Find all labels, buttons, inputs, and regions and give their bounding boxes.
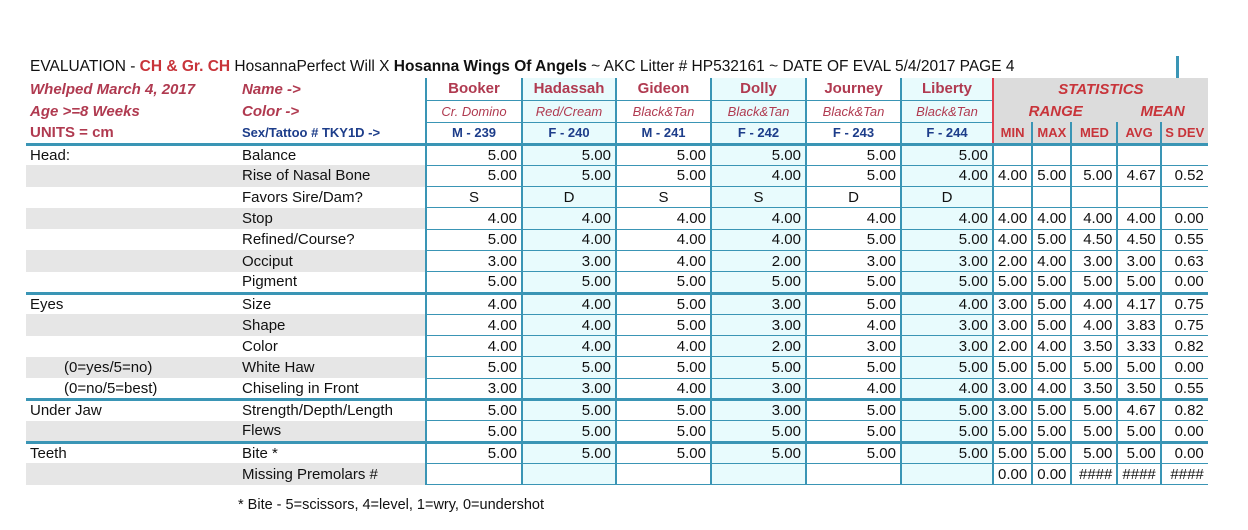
stat-cell: 3.83 [1117,314,1160,335]
criterion-label: Favors Sire/Dam? [242,188,363,206]
criterion-label: Color [242,337,278,355]
score-cell: D [806,187,901,208]
stat-cell: 4.67 [1117,400,1160,421]
score-cell: 4.00 [426,293,522,314]
stat-cell: 5.00 [1032,442,1071,463]
stat-cell [993,187,1032,208]
score-cell: 5.00 [711,421,806,442]
score-cell: 5.00 [426,272,522,293]
evaluation-row [26,400,1208,421]
score-cell: 4.00 [616,336,711,357]
score-cell: 3.00 [711,378,806,399]
stat-cell: 4.00 [993,165,1032,186]
evaluation-row [26,272,1208,293]
criterion-label: Chiseling in Front [242,379,359,397]
category-label [26,229,238,250]
evaluation-row [26,357,1208,378]
dam-name: Hosanna Wings Of Angels [393,58,587,75]
evaluation-table [26,78,1208,485]
stat-cell: 0.00 [1161,357,1208,378]
score-cell: 3.00 [711,400,806,421]
sex-row [26,122,1208,144]
score-cell: 5.00 [616,357,711,378]
score-cell: 4.00 [901,165,993,186]
stat-cell: 0.82 [1161,336,1208,357]
stat-cell: 3.00 [993,378,1032,399]
stat-cell: 3.00 [993,400,1032,421]
stat-cell: 5.00 [1117,272,1160,293]
puppy-color: Black&Tan [901,100,993,122]
score-cell: 3.00 [806,336,901,357]
category-label [26,272,238,293]
category-label [26,463,238,484]
stat-cell: 5.00 [1117,442,1160,463]
evaluation-row [26,250,1208,271]
color-label: Color -> [242,102,300,120]
stat-cell: 3.00 [993,314,1032,335]
stat-cell: 4.00 [1071,314,1117,335]
evaluation-row [26,208,1208,229]
score-cell: 3.00 [426,378,522,399]
score-cell: 4.00 [616,208,711,229]
evaluation-row [26,144,1208,165]
puppy-name: Booker [426,78,522,100]
stat-cell [1117,187,1160,208]
stat-cell: 0.00 [1161,208,1208,229]
units-label: UNITS = cm [30,123,114,141]
score-cell [616,463,711,484]
category-label: Under Jaw [26,400,238,421]
stat-cell: 0.00 [1161,442,1208,463]
puppy-sex-tattoo: F - 242 [711,122,806,144]
stat-cell: 5.00 [1032,400,1071,421]
score-cell: 5.00 [522,442,616,463]
score-cell: 5.00 [901,442,993,463]
score-cell: 4.00 [806,314,901,335]
stat-cell: 4.00 [1117,208,1160,229]
evaluation-row [26,293,1208,314]
stat-cell [1032,187,1071,208]
range-header: RANGE [993,100,1117,122]
stat-cell: 5.00 [1032,293,1071,314]
score-cell: 5.00 [711,144,806,165]
score-cell: 4.00 [711,165,806,186]
score-cell: 4.00 [616,250,711,271]
score-cell: 5.00 [806,165,901,186]
score-cell: S [616,187,711,208]
stat-cell: 3.50 [1071,378,1117,399]
score-cell: 5.00 [426,357,522,378]
score-cell: 4.00 [616,229,711,250]
score-cell: 5.00 [806,272,901,293]
score-cell: 5.00 [806,421,901,442]
color-row [26,100,1208,122]
stat-cell: 0.55 [1161,378,1208,399]
category-label: (0=yes/5=no) [26,357,238,378]
stat-cell: 4.17 [1117,293,1160,314]
stat-cell: 5.00 [1032,314,1071,335]
puppy-color: Cr. Domino [426,100,522,122]
stat-cell: 4.00 [1071,208,1117,229]
criterion-label: Size [238,293,426,314]
evaluation-row [26,463,1208,484]
score-cell: 5.00 [616,314,711,335]
score-cell: 5.00 [426,165,522,186]
stat-cell: 4.50 [1117,229,1160,250]
score-cell: 4.00 [711,229,806,250]
stat-cell: #### [1117,463,1160,484]
stat-cell: 3.50 [1117,378,1160,399]
criterion-label: Balance [238,144,426,165]
puppy-name: Gideon [616,78,711,100]
score-cell [426,463,522,484]
score-cell: 5.00 [901,400,993,421]
score-cell: 4.00 [522,208,616,229]
score-cell: 5.00 [616,421,711,442]
stat-cell: 5.00 [993,442,1032,463]
score-cell: S [426,187,522,208]
score-cell: 4.00 [806,208,901,229]
criterion-label: Refined/Course? [242,231,355,249]
category-label: Head: [26,144,238,165]
score-cell: 5.00 [806,400,901,421]
score-cell: 4.00 [901,378,993,399]
score-cell: 5.00 [806,229,901,250]
stat-cell: 0.00 [993,463,1032,484]
criterion-label: Strength/Depth/Length [238,400,426,421]
stat-cell [1032,144,1071,165]
score-cell: 2.00 [711,250,806,271]
stat-cell: #### [1161,463,1208,484]
score-cell: 4.00 [426,336,522,357]
score-cell: 4.00 [522,229,616,250]
stat-cell: 4.00 [1032,378,1071,399]
evaluation-row [26,421,1208,442]
name-row [26,78,1208,100]
puppy-sex-tattoo: M - 239 [426,122,522,144]
category-label [26,250,238,271]
evaluation-title [30,58,1015,76]
max-column-header: MAX [1032,122,1071,144]
score-cell: 3.00 [806,250,901,271]
score-cell: 3.00 [901,336,993,357]
score-cell: 5.00 [616,144,711,165]
score-cell: S [711,187,806,208]
criterion-label: Bite * [238,442,426,463]
score-cell: 5.00 [426,421,522,442]
score-cell: 5.00 [522,165,616,186]
score-cell: 3.00 [901,250,993,271]
evaluation-table-body [26,78,1208,485]
score-cell: 5.00 [806,442,901,463]
stat-cell: 4.00 [1032,208,1071,229]
eval-prefix: EVALUATION - [30,58,140,75]
sire-name: HosannaPerfect Will X [230,58,394,75]
stat-cell [1117,144,1160,165]
score-cell: 5.00 [806,357,901,378]
criterion-label: Occiput [238,250,426,271]
category-label [26,314,238,335]
score-cell: 5.00 [711,357,806,378]
score-cell: 3.00 [522,250,616,271]
puppy-name: Dolly [711,78,806,100]
header-divider [1176,56,1179,78]
score-cell: 5.00 [806,144,901,165]
stat-cell: 0.52 [1161,165,1208,186]
stat-cell [1161,187,1208,208]
bite-footnote: * Bite - 5=scissors, 4=level, 1=wry, 0=undershot [238,497,544,513]
score-cell: 5.00 [522,357,616,378]
puppy-sex-tattoo: F - 243 [806,122,901,144]
stat-cell: 4.67 [1117,165,1160,186]
criterion-label: Rise of Nasal Bone [238,165,426,186]
score-cell: D [522,187,616,208]
stat-cell: 0.55 [1161,229,1208,250]
stat-cell: 5.00 [1032,165,1071,186]
stat-cell: 4.00 [1032,336,1071,357]
stat-cell: 3.50 [1071,336,1117,357]
score-cell [711,463,806,484]
score-cell: 5.00 [522,272,616,293]
sex-tattoo-label: Sex/Tattoo # TKY1D -> [242,124,381,140]
score-cell: 5.00 [426,229,522,250]
puppy-sex-tattoo: F - 244 [901,122,993,144]
score-cell: 5.00 [426,400,522,421]
score-cell: 5.00 [901,229,993,250]
puppy-sex-tattoo: M - 241 [616,122,711,144]
score-cell: 5.00 [616,165,711,186]
age-label: Age >=8 Weeks [30,102,140,120]
evaluation-row [26,165,1208,186]
score-cell: 5.00 [711,272,806,293]
stat-cell: 5.00 [1117,421,1160,442]
evaluation-row [26,187,1208,208]
score-cell: 2.00 [711,336,806,357]
score-cell: 4.00 [522,293,616,314]
average-column-header: AVG [1117,122,1160,144]
stat-cell: 4.00 [1071,293,1117,314]
stat-cell: 5.00 [1071,400,1117,421]
criterion-label: Stop [238,208,426,229]
stat-cell: #### [1071,463,1117,484]
category-label: Eyes [26,293,238,314]
evaluation-row [26,378,1208,399]
score-cell: 5.00 [806,293,901,314]
score-cell: 4.00 [806,378,901,399]
stat-cell: 0.82 [1161,400,1208,421]
score-cell: 5.00 [616,272,711,293]
stat-cell: 0.63 [1161,250,1208,271]
stat-cell: 0.75 [1161,293,1208,314]
stat-cell: 0.00 [1161,272,1208,293]
stat-cell: 3.33 [1117,336,1160,357]
evaluation-row [26,314,1208,335]
min-column-header: MIN [993,122,1032,144]
score-cell: 3.00 [901,314,993,335]
criterion-label: Flews [238,421,426,442]
score-cell: 4.00 [522,336,616,357]
stat-cell: 5.00 [1071,272,1117,293]
stat-cell [1071,144,1117,165]
stat-cell [993,144,1032,165]
category-label [26,336,238,357]
stat-cell: 0.00 [1032,463,1071,484]
stat-cell: 5.00 [993,421,1032,442]
stat-cell: 4.00 [993,229,1032,250]
evaluation-row [26,229,1208,250]
stat-cell: 5.00 [1032,272,1071,293]
puppy-name: Journey [806,78,901,100]
evaluation-row [26,336,1208,357]
score-cell: 4.00 [522,314,616,335]
score-cell: 5.00 [522,144,616,165]
champion-title: CH & Gr. CH [139,58,231,75]
score-cell: 5.00 [901,421,993,442]
median-column-header: MED [1071,122,1117,144]
category-label [26,208,238,229]
evaluation-row [26,442,1208,463]
score-cell: 4.00 [711,208,806,229]
litter-info: ~ AKC Litter # HP532161 ~ DATE OF EVAL 5/4/2017 PAGE 4 [586,58,1015,75]
criterion-label: Pigment [242,273,298,291]
category-label [26,187,238,208]
score-cell: 5.00 [426,144,522,165]
score-cell: 5.00 [616,400,711,421]
score-cell: 5.00 [522,421,616,442]
stat-cell: 5.00 [1117,357,1160,378]
score-cell: 3.00 [522,378,616,399]
criterion-label: Shape [238,314,426,335]
puppy-color: Black&Tan [806,100,901,122]
score-cell: 5.00 [901,357,993,378]
puppy-color: Red/Cream [522,100,616,122]
std-dev-column-header: S DEV [1161,122,1208,144]
score-cell: 5.00 [616,442,711,463]
score-cell [806,463,901,484]
score-cell: 4.00 [901,208,993,229]
score-cell: 4.00 [426,314,522,335]
stat-cell: 5.00 [1071,421,1117,442]
stat-cell: 5.00 [993,357,1032,378]
puppy-color: Black&Tan [711,100,806,122]
criterion-label: Missing Premolars # [238,463,426,484]
score-cell [901,463,993,484]
stat-cell: 5.00 [1071,357,1117,378]
score-cell: 5.00 [426,442,522,463]
score-cell: 3.00 [711,293,806,314]
stat-cell: 2.00 [993,336,1032,357]
category-label: Teeth [26,442,238,463]
stat-cell [1071,187,1117,208]
stat-cell: 0.75 [1161,314,1208,335]
score-cell: 3.00 [426,250,522,271]
statistics-header: STATISTICS [993,78,1208,100]
score-cell [522,463,616,484]
stat-cell: 2.00 [993,250,1032,271]
puppy-name: Hadassah [522,78,616,100]
category-label: (0=no/5=best) [64,379,158,397]
score-cell: D [901,187,993,208]
puppy-name: Liberty [901,78,993,100]
whelped-label: Whelped March 4, 2017 [30,80,196,98]
stat-cell: 3.00 [1117,250,1160,271]
puppy-color: Black&Tan [616,100,711,122]
score-cell: 5.00 [616,293,711,314]
name-label: Name -> [242,80,301,98]
stat-cell: 5.00 [1032,421,1071,442]
stat-cell: 4.00 [993,208,1032,229]
score-cell: 4.00 [616,378,711,399]
stat-cell: 5.00 [1071,165,1117,186]
score-cell: 4.00 [426,208,522,229]
score-cell: 4.00 [901,293,993,314]
score-cell: 5.00 [901,144,993,165]
stat-cell: 5.00 [1032,229,1071,250]
score-cell: 3.00 [711,314,806,335]
score-cell: 5.00 [901,272,993,293]
category-label [26,165,238,186]
stat-cell: 5.00 [1032,357,1071,378]
stat-cell [1161,144,1208,165]
criterion-label: White Haw [238,357,426,378]
puppy-sex-tattoo: F - 240 [522,122,616,144]
stat-cell: 3.00 [1071,250,1117,271]
stat-cell: 4.50 [1071,229,1117,250]
mean-header: MEAN [1117,100,1207,122]
score-cell: 5.00 [522,400,616,421]
category-label [26,421,238,442]
stat-cell: 5.00 [993,272,1032,293]
stat-cell: 0.00 [1161,421,1208,442]
stat-cell: 3.00 [993,293,1032,314]
score-cell: 5.00 [711,442,806,463]
stat-cell: 5.00 [1071,442,1117,463]
stat-cell: 4.00 [1032,250,1071,271]
